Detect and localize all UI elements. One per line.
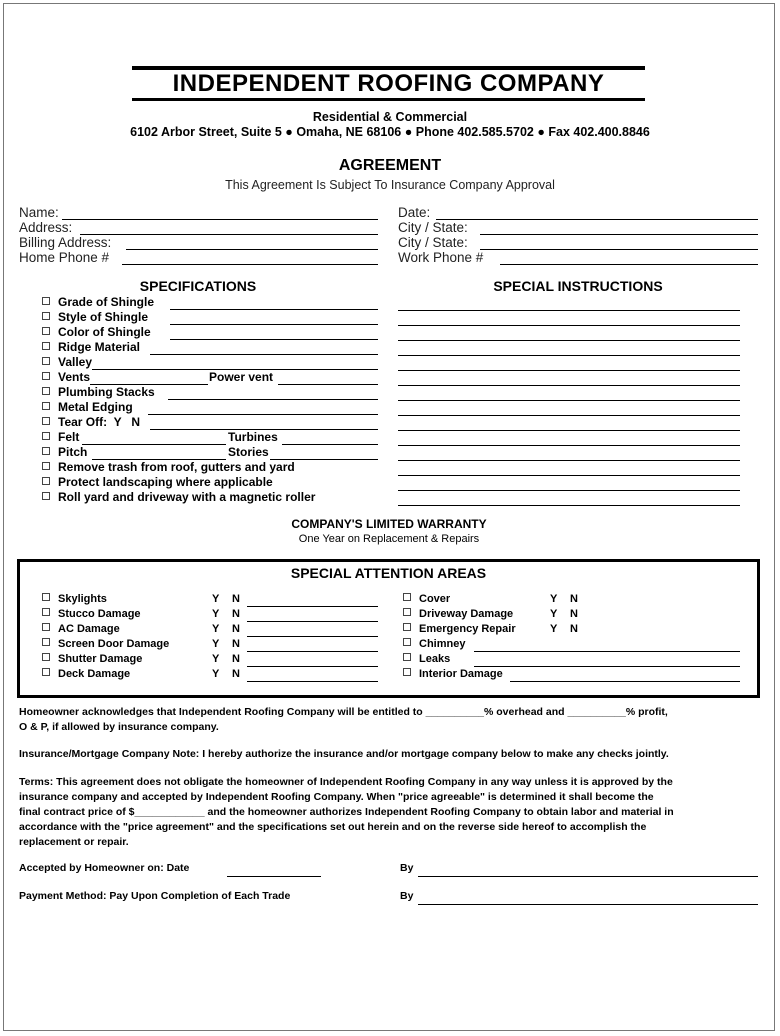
spec-felt[interactable]: Felt (42, 430, 79, 444)
yes-option[interactable]: Y (212, 653, 220, 665)
sa-line[interactable] (247, 606, 378, 607)
accepted-by-homeowner-label: Accepted by Homeowner on: Date (19, 862, 190, 874)
city-state-field-1[interactable] (480, 234, 758, 235)
billing-address-label: Billing Address: (19, 235, 112, 250)
specifications-heading: SPECIFICATIONS (139, 278, 257, 294)
instruction-line[interactable] (398, 490, 740, 491)
company-tagline: Residential & Commercial (312, 110, 468, 124)
insurance-note: Insurance/Mortgage Company Note: I hereby authorize the insurance and/or mortgage company below to make any checks jointly. (19, 748, 669, 760)
sa-line[interactable] (247, 666, 378, 667)
checkbox[interactable] (42, 623, 50, 631)
sa-screen-door-damage[interactable]: Screen Door Damage (42, 638, 169, 650)
spec-valley[interactable]: Valley (42, 355, 92, 369)
checkbox[interactable] (42, 387, 50, 395)
no-option[interactable]: N (232, 608, 240, 620)
spec-color-of-shingle[interactable]: Color of Shingle (42, 325, 151, 339)
checkbox[interactable] (403, 668, 411, 676)
no-option[interactable]: N (232, 653, 240, 665)
no-option[interactable]: N (232, 638, 240, 650)
checkbox[interactable] (42, 297, 50, 305)
checkbox[interactable] (42, 357, 50, 365)
billing-address-field[interactable] (126, 249, 378, 250)
overhead-line-2: O & P, if allowed by insurance company. (19, 721, 219, 733)
checkbox[interactable] (42, 593, 50, 601)
checkbox[interactable] (42, 608, 50, 616)
sa-line[interactable] (510, 681, 740, 682)
city-state-label-1: City / State: (398, 220, 468, 235)
yes-option[interactable]: Y (212, 608, 220, 620)
sa-line[interactable] (474, 666, 740, 667)
home-phone-label: Home Phone # (19, 250, 110, 265)
checkbox[interactable] (403, 653, 411, 661)
spec-power-vent: Power vent (209, 370, 274, 384)
home-phone-field[interactable] (122, 264, 378, 265)
yes-option[interactable]: Y (212, 593, 220, 605)
company-address: 6102 Arbor Street, Suite 5 ● Omaha, NE 68106 ● Phone 402.585.5702 ● Fax 402.400.8846 (130, 125, 650, 139)
instruction-line[interactable] (398, 505, 740, 506)
instruction-line[interactable] (398, 475, 740, 476)
checkbox[interactable] (403, 608, 411, 616)
yes-option[interactable]: Y (550, 623, 558, 635)
by-label-2: By (400, 890, 414, 902)
instruction-line[interactable] (398, 445, 740, 446)
address-label: Address: (19, 220, 73, 235)
spec-metal-edging[interactable]: Metal Edging (42, 400, 133, 414)
agreement-title: AGREEMENT (338, 157, 442, 174)
checkbox[interactable] (42, 447, 50, 455)
sa-skylights[interactable]: Skylights (42, 593, 107, 605)
no-option[interactable]: N (232, 593, 240, 605)
sa-leaks[interactable]: Leaks (403, 653, 450, 665)
sa-line[interactable] (474, 651, 740, 652)
spec-line[interactable] (170, 324, 378, 325)
by-signature-field-2[interactable] (418, 904, 758, 905)
instruction-line[interactable] (398, 385, 740, 386)
terms-line: insurance company and accepted by Independent Roofing Company. When "price agreeable" is determined it shall become the (19, 791, 654, 803)
warranty-title: COMPANY'S LIMITED WARRANTY (291, 517, 487, 531)
yes-option[interactable]: Y (550, 608, 558, 620)
terms-line: final contract price of $____________ and the homeowner authorizes Independent Roofing Company to obtain labor and material in (19, 806, 674, 818)
spec-plumbing-stacks[interactable]: Plumbing Stacks (42, 385, 155, 399)
spec-line[interactable] (150, 354, 378, 355)
yes-option[interactable]: Y (212, 638, 220, 650)
checkbox[interactable] (42, 492, 50, 500)
checkbox[interactable] (42, 312, 50, 320)
spec-turbines: Turbines (228, 430, 278, 444)
checkbox[interactable] (42, 342, 50, 350)
work-phone-label: Work Phone # (398, 250, 484, 265)
checkbox[interactable] (42, 477, 50, 485)
spec-tear-off[interactable]: Tear Off: Y N (42, 415, 140, 429)
spec-stories: Stories (228, 445, 269, 459)
sa-line[interactable] (247, 621, 378, 622)
checkbox[interactable] (42, 462, 50, 470)
city-state-field-2[interactable] (480, 249, 758, 250)
spec-line[interactable] (282, 444, 378, 445)
instruction-line[interactable] (398, 460, 740, 461)
date-label: Date: (398, 205, 431, 220)
checkbox[interactable] (42, 653, 50, 661)
instruction-line[interactable] (398, 415, 740, 416)
sa-emergency-repair[interactable]: Emergency Repair (403, 623, 516, 635)
sa-shutter-damage[interactable]: Shutter Damage (42, 653, 142, 665)
checkbox[interactable] (42, 432, 50, 440)
instruction-line[interactable] (398, 310, 740, 311)
payment-method-label: Payment Method: Pay Upon Completion of Each Trade (19, 890, 291, 902)
sa-stucco-damage[interactable]: Stucco Damage (42, 608, 141, 620)
overhead-line-1: Homeowner acknowledges that Independent Roofing Company will be entitled to __________% overhead and __________% profit, (19, 706, 668, 718)
terms-line: replacement or repair. (19, 836, 129, 848)
sa-line[interactable] (247, 636, 378, 637)
spec-ridge-material[interactable]: Ridge Material (42, 340, 140, 354)
instruction-line[interactable] (398, 355, 740, 356)
sa-cover[interactable]: Cover (403, 593, 450, 605)
spec-line[interactable] (278, 384, 378, 385)
yes-option[interactable]: Y (212, 623, 220, 635)
checkbox[interactable] (42, 638, 50, 646)
spec-line[interactable] (170, 339, 378, 340)
sa-deck-damage[interactable]: Deck Damage (42, 668, 130, 680)
special-instructions-heading: SPECIAL INSTRUCTIONS (493, 278, 663, 294)
instruction-line[interactable] (398, 340, 740, 341)
instruction-line[interactable] (398, 325, 740, 326)
spec-pitch[interactable]: Pitch (42, 445, 87, 459)
yes-option[interactable]: Y (550, 593, 558, 605)
work-phone-field[interactable] (500, 264, 758, 265)
sa-ac-damage[interactable]: AC Damage (42, 623, 120, 635)
sa-interior-damage[interactable]: Interior Damage (403, 668, 503, 680)
checkbox[interactable] (42, 402, 50, 410)
checkbox[interactable] (403, 638, 411, 646)
title-bottom-bar (132, 98, 645, 101)
checkbox[interactable] (42, 372, 50, 380)
no-option[interactable]: N (570, 608, 578, 620)
spec-vents[interactable]: Vents (42, 370, 90, 384)
no-option[interactable]: N (232, 623, 240, 635)
spec-line[interactable] (82, 444, 226, 445)
spec-roll-yard[interactable]: Roll yard and driveway with a magnetic roller (42, 490, 315, 504)
spec-style-of-shingle[interactable]: Style of Shingle (42, 310, 148, 324)
accepted-date-field[interactable] (227, 876, 321, 877)
spec-line[interactable] (148, 414, 378, 415)
checkbox[interactable] (42, 417, 50, 425)
instruction-line[interactable] (398, 430, 740, 431)
sa-driveway-damage[interactable]: Driveway Damage (403, 608, 513, 620)
spec-line[interactable] (168, 399, 378, 400)
warranty-subtitle: One Year on Replacement & Repairs (298, 533, 480, 545)
no-option[interactable]: N (570, 623, 578, 635)
spec-remove-trash[interactable]: Remove trash from roof, gutters and yard (42, 460, 295, 474)
special-attention-heading: SPECIAL ATTENTION AREAS (290, 565, 487, 581)
by-label-1: By (400, 862, 414, 874)
spec-grade-of-shingle[interactable]: Grade of Shingle (42, 295, 154, 309)
checkbox[interactable] (42, 668, 50, 676)
company-name: INDEPENDENT ROOFING COMPANY (172, 70, 605, 97)
checkbox[interactable] (403, 623, 411, 631)
terms-line: accordance with the "price agreement" and the specifications set out herein and on the reverse side hereof to accomplish the (19, 821, 647, 833)
name-field[interactable] (62, 219, 378, 220)
spec-line[interactable] (170, 309, 378, 310)
city-state-label-2: City / State: (398, 235, 468, 250)
instruction-line[interactable] (398, 370, 740, 371)
sa-chimney[interactable]: Chimney (403, 638, 465, 650)
terms-line: Terms: This agreement does not obligate the homeowner of Independent Roofing Company in any way unless it is approved by the (19, 776, 673, 788)
agreement-subtitle: This Agreement Is Subject To Insurance Company Approval (225, 178, 555, 192)
no-option[interactable]: N (570, 593, 578, 605)
sa-line[interactable] (247, 651, 378, 652)
name-label: Name: (19, 205, 59, 220)
address-field[interactable] (80, 234, 378, 235)
checkbox[interactable] (42, 327, 50, 335)
spec-protect-landscaping[interactable]: Protect landscaping where applicable (42, 475, 273, 489)
yes-option[interactable]: Y (212, 668, 220, 680)
no-option[interactable]: N (232, 668, 240, 680)
sa-line[interactable] (247, 681, 378, 682)
instruction-line[interactable] (398, 400, 740, 401)
date-field[interactable] (436, 219, 758, 220)
by-signature-field-1[interactable] (418, 876, 758, 877)
checkbox[interactable] (403, 593, 411, 601)
